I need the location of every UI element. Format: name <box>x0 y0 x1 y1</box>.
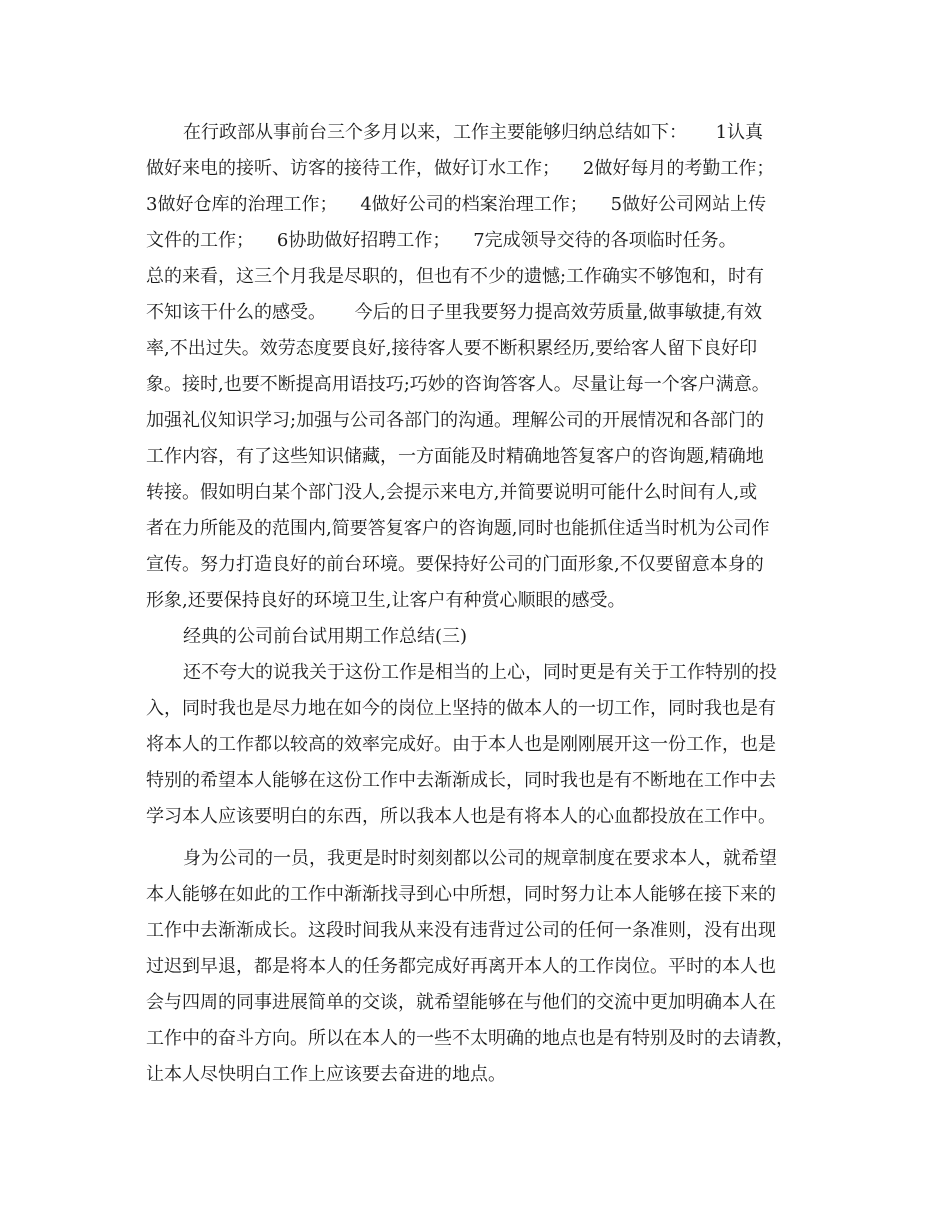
text-line: 会与四周的同事进展简单的交谈，就希望能够在与他们的交流中更加明确本人在 <box>146 992 776 1013</box>
text-line: 3做好仓库的治理工作； 4做好公司的档案治理工作； 5做好公司网站上传 <box>146 194 767 215</box>
text-line: 形象,还要保持良好的环境卫生,让客户有种赏心顺眼的感受。 <box>146 590 626 611</box>
section-heading: 经典的公司前台试用期工作总结(三) <box>183 626 468 647</box>
text-line: 做好来电的接听、访客的接待工作，做好订水工作； 2做好每月的考勤工作； <box>146 158 775 179</box>
text-line: 学习本人应该要明白的东西，所以我本人也是有将本人的心血都投放在工作中。 <box>146 806 776 827</box>
text-line: 还不夸大的说我关于这份工作是相当的上心，同时更是有关于工作特别的投 <box>183 662 777 683</box>
text-line: 入，同时我也是尽力地在如今的岗位上坚持的做本人的一切工作，同时我也是有 <box>146 698 776 719</box>
text-line: 率,不出过失。效劳态度要良好,接待客人要不断积累经历,要给客人留下良好印 <box>146 338 758 359</box>
text-line: 加强礼仪知识学习;加强与公司各部门的沟通。理解公司的开展情况和各部门的 <box>146 410 765 431</box>
text-line: 过迟到早退，都是将本人的任务都完成好再离开本人的工作岗位。平时的本人也 <box>146 956 776 977</box>
text-line: 象。接时,也要不断提高用语技巧;巧妙的咨询答客人。尽量让每一个客户满意。 <box>146 374 770 395</box>
text-line: 工作内容，有了这些知识储藏，一方面能及时精确地答复客户的咨询题,精确地 <box>146 446 764 467</box>
text-line: 转接。假如明白某个部门没人,会提示来电方,并简要说明可能什么时间有人,或 <box>146 482 758 503</box>
text-line: 工作中去渐渐成长。这段时间我从来没有违背过公司的任何一条准则，没有出现 <box>146 920 776 941</box>
text-line: 本人能够在如此的工作中渐渐找寻到心中所想，同时努力让本人能够在接下来的 <box>146 884 776 905</box>
text-line: 让本人尽快明白工作上应该要去奋进的地点。 <box>146 1064 506 1085</box>
text-line: 身为公司的一员，我更是时时刻刻都以公司的规章制度在要求本人，就希望 <box>183 848 777 869</box>
text-line: 将本人的工作都以较高的效率完成好。由于本人也是刚刚展开这一份工作，也是 <box>146 734 776 755</box>
text-line: 在行政部从事前台三个多月以来，工作主要能够归纳总结如下： 1认真 <box>183 122 764 143</box>
text-line: 不知该干什么的感受。 今后的日子里我要努力提高效劳质量,做事敏捷,有效 <box>146 302 763 323</box>
text-line: 宣传。努力打造良好的前台环境。要保持好公司的门面形象,不仅要留意本身的 <box>146 554 764 575</box>
text-line: 文件的工作； 6协助做好招聘工作； 7完成领导交待的各项临时任务。 <box>146 230 737 251</box>
text-line: 总的来看，这三个月我是尽职的，但也有不少的遗憾;工作确实不够饱和，时有 <box>146 266 765 287</box>
text-line: 工作中的奋斗方向。所以在本人的一些不太明确的地点也是有特别及时的去请教， <box>146 1028 794 1049</box>
text-line: 特别的希望本人能够在这份工作中去渐渐成长，同时我也是有不断地在工作中去 <box>146 770 776 791</box>
text-line: 者在力所能及的范围内,简要答复客户的咨询题,同时也能抓住适当时机为公司作 <box>146 518 770 539</box>
